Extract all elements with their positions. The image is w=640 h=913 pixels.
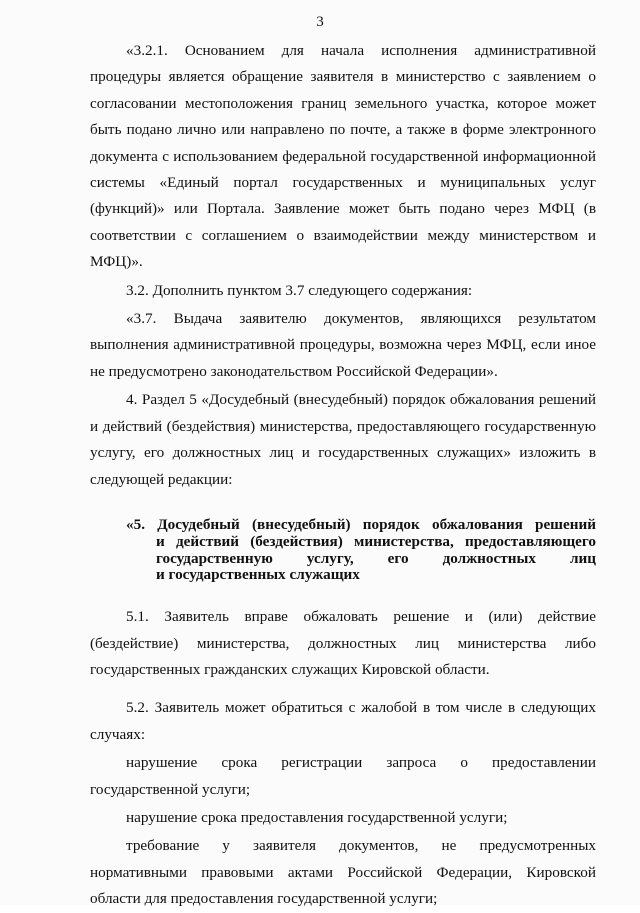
section-heading-line: «5. Досудебный (внесудебный) порядок обжалования решений [126,515,596,533]
section-heading-line: и государственных служащих [156,566,360,584]
paragraph-3-2: 3.2. Дополнить пунктом 3.7 следующего содержания: [126,281,473,299]
paragraph-5-2: 5.2. Заявитель может обратиться с жалобой в том числе в следующих случаях: [90,699,596,743]
list-item: нарушение срока регистрации запроса о предоставлении государственной услуги; [90,754,596,798]
paragraph-3-7: «3.7. Выдача заявителю документов, являющихся результатом выполнения административной процедуры, возможна через МФЦ, если иное не предусмотрено законодательством Российской Федерации». [90,310,596,380]
section-heading-line: государственную услугу, его должностных лиц [156,549,596,567]
paragraph-3-2-1: «3.2.1. Основанием для начала исполнения административной процедуры является обращение заявителя в министерство с заявлением о согласовании местоположения границ земельного участка, которое может быть подано лично или направлено по почте, а также в форме электронного документа с использованием федеральной государственной информационной системы «Единый портал государственных и муниципальных услуг (функций)» или Портала. Заявление может быть подано через МФЦ (в соответствии с соглашением о взаимодействии между министерством и МФЦ)». [90,42,596,271]
list-item: требование у заявителя документов, не предусмотренных нормативными правовыми актами Российской Федерации, Кировской области для предоставления государственной услуги; [90,837,596,908]
document-body [90,38,596,913]
list-item: нарушение срока предоставления государственной услуги; [126,808,508,826]
paragraph-item-4: 4. Раздел 5 «Досудебный (внесудебный) порядок обжалования решений и действий (бездействия) министерства, предоставляющего государственную услугу, его должностных лиц и государственных служащих» изложить в следующей редакции: [90,391,596,488]
section-heading-line: и действий (бездействия) министерства, предоставляющего [156,532,596,550]
paragraph-5-1: 5.1. Заявитель вправе обжаловать решение и (или) действие (бездействие) министерства, должностных лиц министерства либо государственных гражданских служащих Кировской области. [90,608,596,678]
page-number: 3 [316,14,324,30]
section-5-heading [126,517,596,584]
